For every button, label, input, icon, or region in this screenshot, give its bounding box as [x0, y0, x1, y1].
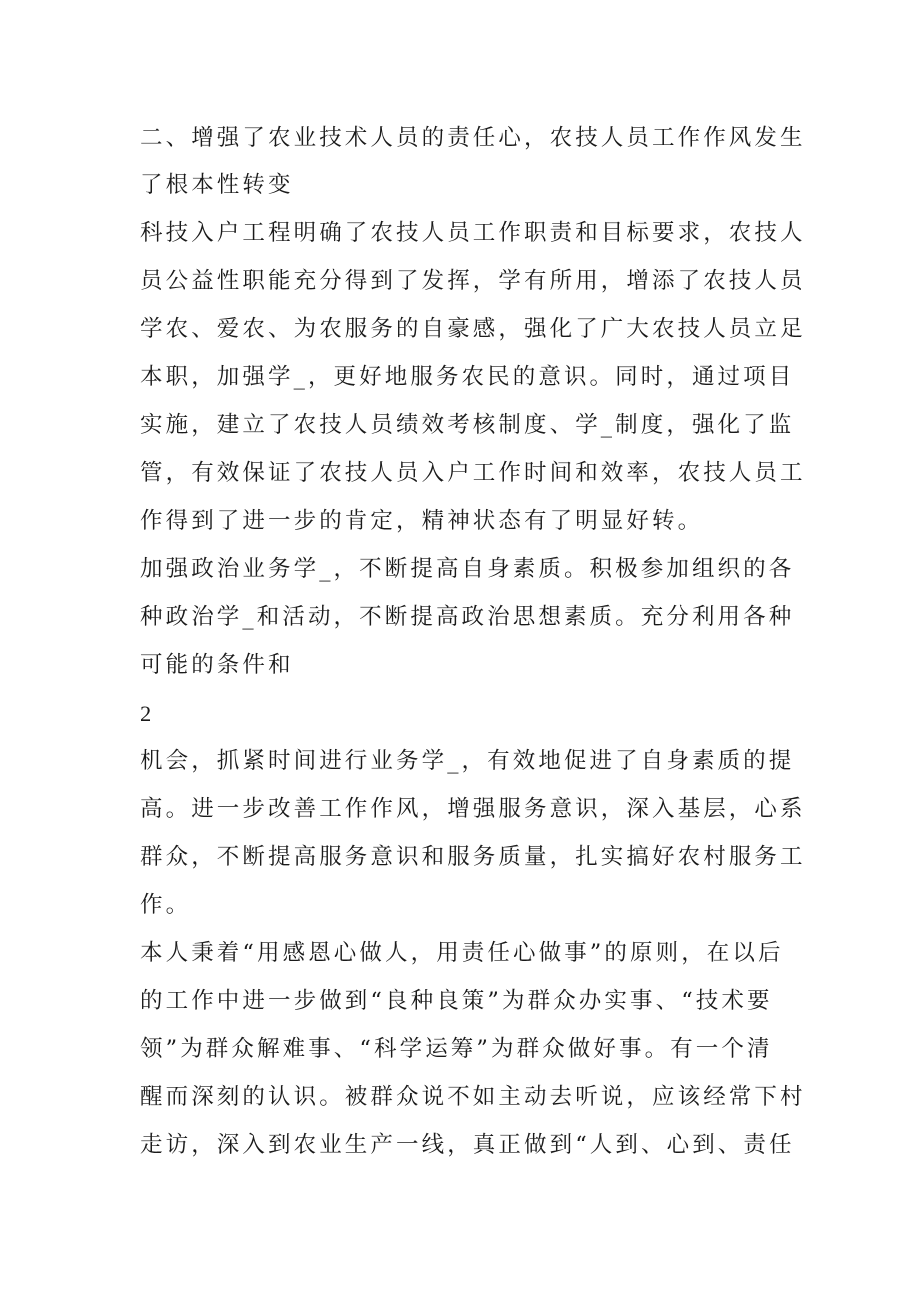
heading-line-1: 二、增强了农业技术人员的责任心，农技人员工作作风发生 [140, 125, 806, 151]
paragraph-line: 醒而深刻的认识。被群众说不如主动去听说，应该经常下村 [140, 1084, 806, 1110]
paragraph-line: 本职，加强学_，更好地服务农民的意识。同时，通过项目 [140, 364, 795, 390]
paragraph-line: 管，有效保证了农技人员入户工作时间和效率，农技人员工 [140, 460, 806, 486]
paragraph-line: 加强政治业务学_，不断提高自身素质。积极参加组织的各 [140, 556, 795, 582]
paragraph-line: 学农、爱农、为农服务的自豪感，强化了广大农技人员立足 [140, 316, 806, 342]
paragraph-line: 科技入户工程明确了农技人员工作职责和目标要求，农技人 [140, 220, 806, 246]
paragraph-line: 作。 [140, 892, 192, 918]
paragraph-line: 群众，不断提高服务意识和服务质量，扎实搞好农村服务工 [140, 844, 806, 870]
paragraph-line: 领”为群众解难事、“科学运筹”为群众做好事。有一个清 [140, 1036, 773, 1062]
paragraph-line: 种政治学_和活动，不断提高政治思想素质。充分利用各种 [140, 604, 795, 630]
paragraph-line: 可能的条件和 [140, 652, 294, 678]
paragraph-line: 作得到了进一步的肯定，精神状态有了明显好转。 [140, 508, 704, 534]
paragraph-line: 实施，建立了农技人员绩效考核制度、学_制度，强化了监 [140, 412, 795, 438]
paragraph-line: 本人秉着“用感恩心做人，用责任心做事”的原则，在以后 [140, 940, 784, 966]
paragraph-line: 的工作中进一步做到“良种良策”为群众办实事、“技术要 [140, 988, 773, 1014]
paragraph-line: 走访，深入到农业生产一线，真正做到“人到、心到、责任 [140, 1132, 795, 1158]
page-number: 2 [140, 701, 152, 726]
paragraph-line: 高。进一步改善工作作风，增强服务意识，深入基层，心系 [140, 796, 806, 822]
paragraph-line: 机会，抓紧时间进行业务学_，有效地促进了自身素质的提 [140, 748, 795, 774]
paragraph-line: 员公益性职能充分得到了发挥，学有所用，增添了农技人员 [140, 268, 806, 294]
heading-line-2: 了根本性转变 [140, 172, 294, 198]
